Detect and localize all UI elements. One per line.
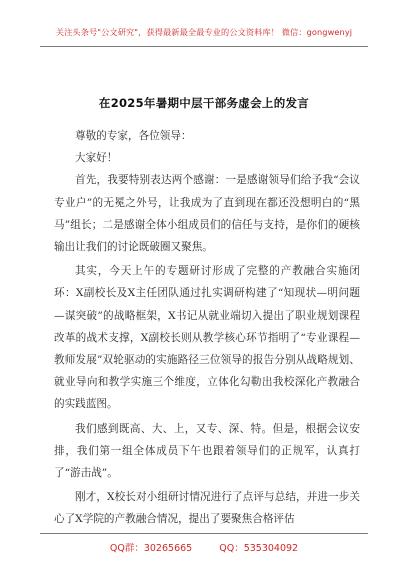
footer-qq: QQ：535304092 [219, 543, 299, 554]
footer-contact [40, 540, 368, 554]
page-footer [40, 533, 368, 580]
paragraph-feeling: 我们感到既高、大、上，又专、深、特。但是，根据会议安排，我们第一组全体成员下午也跟着领导们的正规军，认真打了“游击战”。 [54, 422, 360, 480]
document-body [54, 125, 360, 531]
paragraph-greeting: 大家好！ [75, 152, 118, 165]
document-title: 在2025年暑期中层干部务虚会上的发言 [98, 96, 310, 110]
paragraph-thanks: 首先，我要特别表达两个感谢：一是感谢领导们给予我“会议专业户”的无冕之外号，让我成为了直到现在都还没想明白的“黑马”组长；二是感谢全体小组成员们的信任与支持，是你们的硬核输出让我们的讨论既破圈又聚焦。 [54, 174, 360, 254]
page-header [40, 0, 368, 47]
footer-qq-group: QQ群：30265665 [109, 543, 193, 554]
paragraph-comment: 刚才，X校长对小组研讨情况进行了点评与总结，并进一步关心了X学院的产教融合情况，提出了要聚焦合格评估 [54, 491, 360, 526]
paragraph-salutation: 尊敬的专家，各位领导： [75, 130, 192, 142]
header-banner: 关注头条号"公文研究"，获得最新最全最专业的公文资料库！ 微信：gongwenyj [55, 27, 353, 37]
paragraph-summary: 其实，今天上午的专题研讨形成了完整的产教融合实施闭环：X副校长及X主任团队通过扎实调研构建了“知现状—明问题—谋突破”的战略框架，X书记从就业端切入提出了职业规划课程改革的战术支撑，X副校长则从教学核心环节指明了“专业课程—教师发展”双轮驱动的实施路径三位领导的报告分别从战略规划、就业导向和教学实施三个维度，立体化勾勒出我校深化产教融合的实践蓝图。 [54, 265, 360, 411]
